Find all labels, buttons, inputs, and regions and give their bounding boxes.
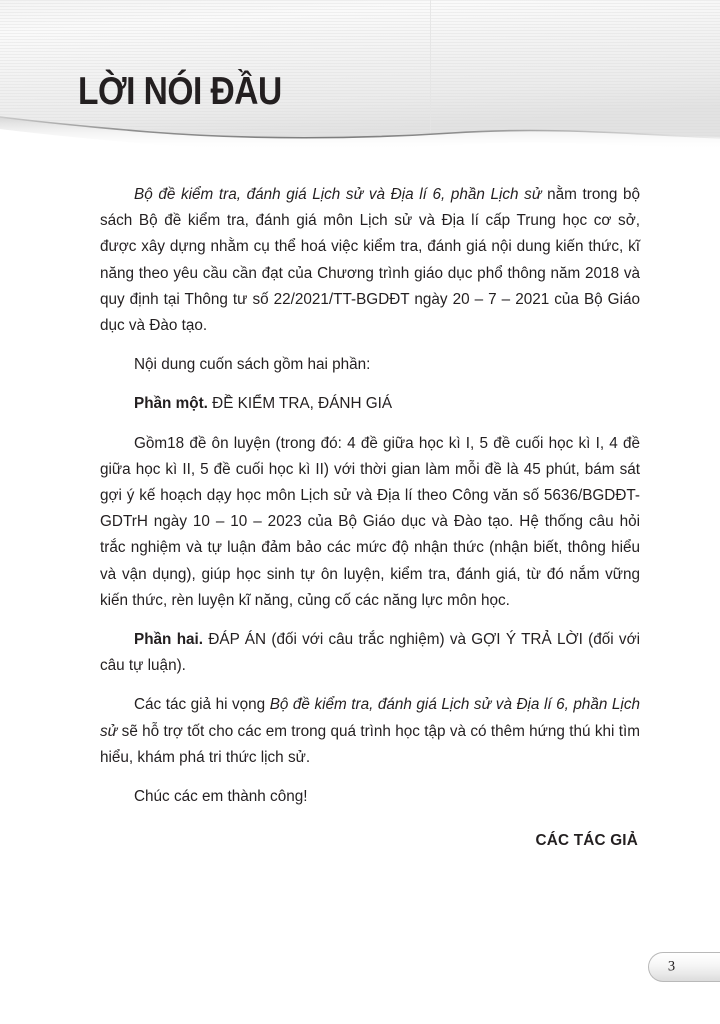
- paragraph-intro: [100, 182, 640, 339]
- authors-signature: CÁC TÁC GIẢ: [535, 832, 638, 850]
- book-title-italic-1: Bộ đề kiểm tra, đánh giá Lịch sử và Địa lí 6, phần Lịch sử: [134, 186, 542, 203]
- part-one-heading: [100, 391, 640, 417]
- part-two-label: Phần hai.: [134, 631, 204, 649]
- paragraph-part-one-body-text: Gồm18 đề ôn luyện (trong đó: 4 đề giữa học kì I, 5 đề cuối học kì I, 4 đề giữa học kì II, 5 đề cuối học kì II) với thời gian làm mỗi đề là 45 phút, bám sát gợi ý kế hoạch dạy học môn Lịch sử và Địa lí theo Công văn số 5636/BGDĐT-GDTrH ngày 10 – 10 – 2023 của Bộ Giáo dục và Đào tạo. Hệ thống câu hỏi trắc nghiệm và tự luận đảm bảo các mức độ nhận thức (nhận biết, thông hiểu và vận dụng), giúp học sinh tự ôn luyện, kiểm tra, đánh giá, từ đó nắm vững kiến thức, rèn luyện kĩ năng, củng cố các năng lực môn học.: [100, 434, 640, 609]
- book-title-italic-2: Bộ đề kiểm tra, đánh giá Lịch sử và Địa lí 6, phần Lịch sử: [100, 696, 640, 740]
- paragraph-authors-hope-lead: Các tác giả hi vọng: [134, 696, 270, 714]
- part-one-text: ĐỀ KIỂM TRA, ĐÁNH GIÁ: [207, 395, 393, 413]
- part-one-label: Phần một.: [134, 395, 208, 413]
- paragraph-closing-wish-text: Chúc các em thành công!: [134, 788, 308, 806]
- paragraph-authors-hope: [100, 692, 640, 771]
- document-body: [100, 182, 640, 854]
- paragraph-contents-intro: [100, 352, 640, 378]
- paragraph-closing-wish: [100, 784, 640, 810]
- part-two-heading: [100, 627, 640, 679]
- paragraph-contents-intro-text: Nội dung cuốn sách gồm hai phần:: [134, 356, 371, 374]
- page-title: LỜI NÓI ĐẦU: [78, 70, 282, 113]
- part-two-text: ĐÁP ÁN (đối với câu trắc nghiệm) và GỢI Ý TRẢ LỜI (đối với câu tự luận).: [100, 631, 640, 675]
- header-banner: [0, 0, 720, 175]
- page-number-badge: [648, 952, 720, 982]
- paragraph-intro-rest: nằm trong bộ sách Bộ đề kiểm tra, đánh giá môn Lịch sử và Địa lí cấp Trung học cơ sở, được xây dựng nhằm cụ thể hoá việc kiểm tra, đánh giá nội dung kiến thức, kĩ năng theo yêu cầu cần đạt của Chương trình giáo dục phổ thông năm 2018 và quy định tại Thông tư số 22/2021/TT-BGDĐT ngày 20 – 7 – 2021 của Bộ Giáo dục và Đào tạo.: [100, 186, 640, 335]
- paragraph-part-one-body: [100, 431, 640, 614]
- page-number-value: 3: [667, 958, 676, 975]
- paragraph-authors-hope-rest: sẽ hỗ trợ tốt cho các em trong quá trình học tập và có thêm hứng thú khi tìm hiểu, khám phá tri thức lịch sử.: [100, 722, 640, 766]
